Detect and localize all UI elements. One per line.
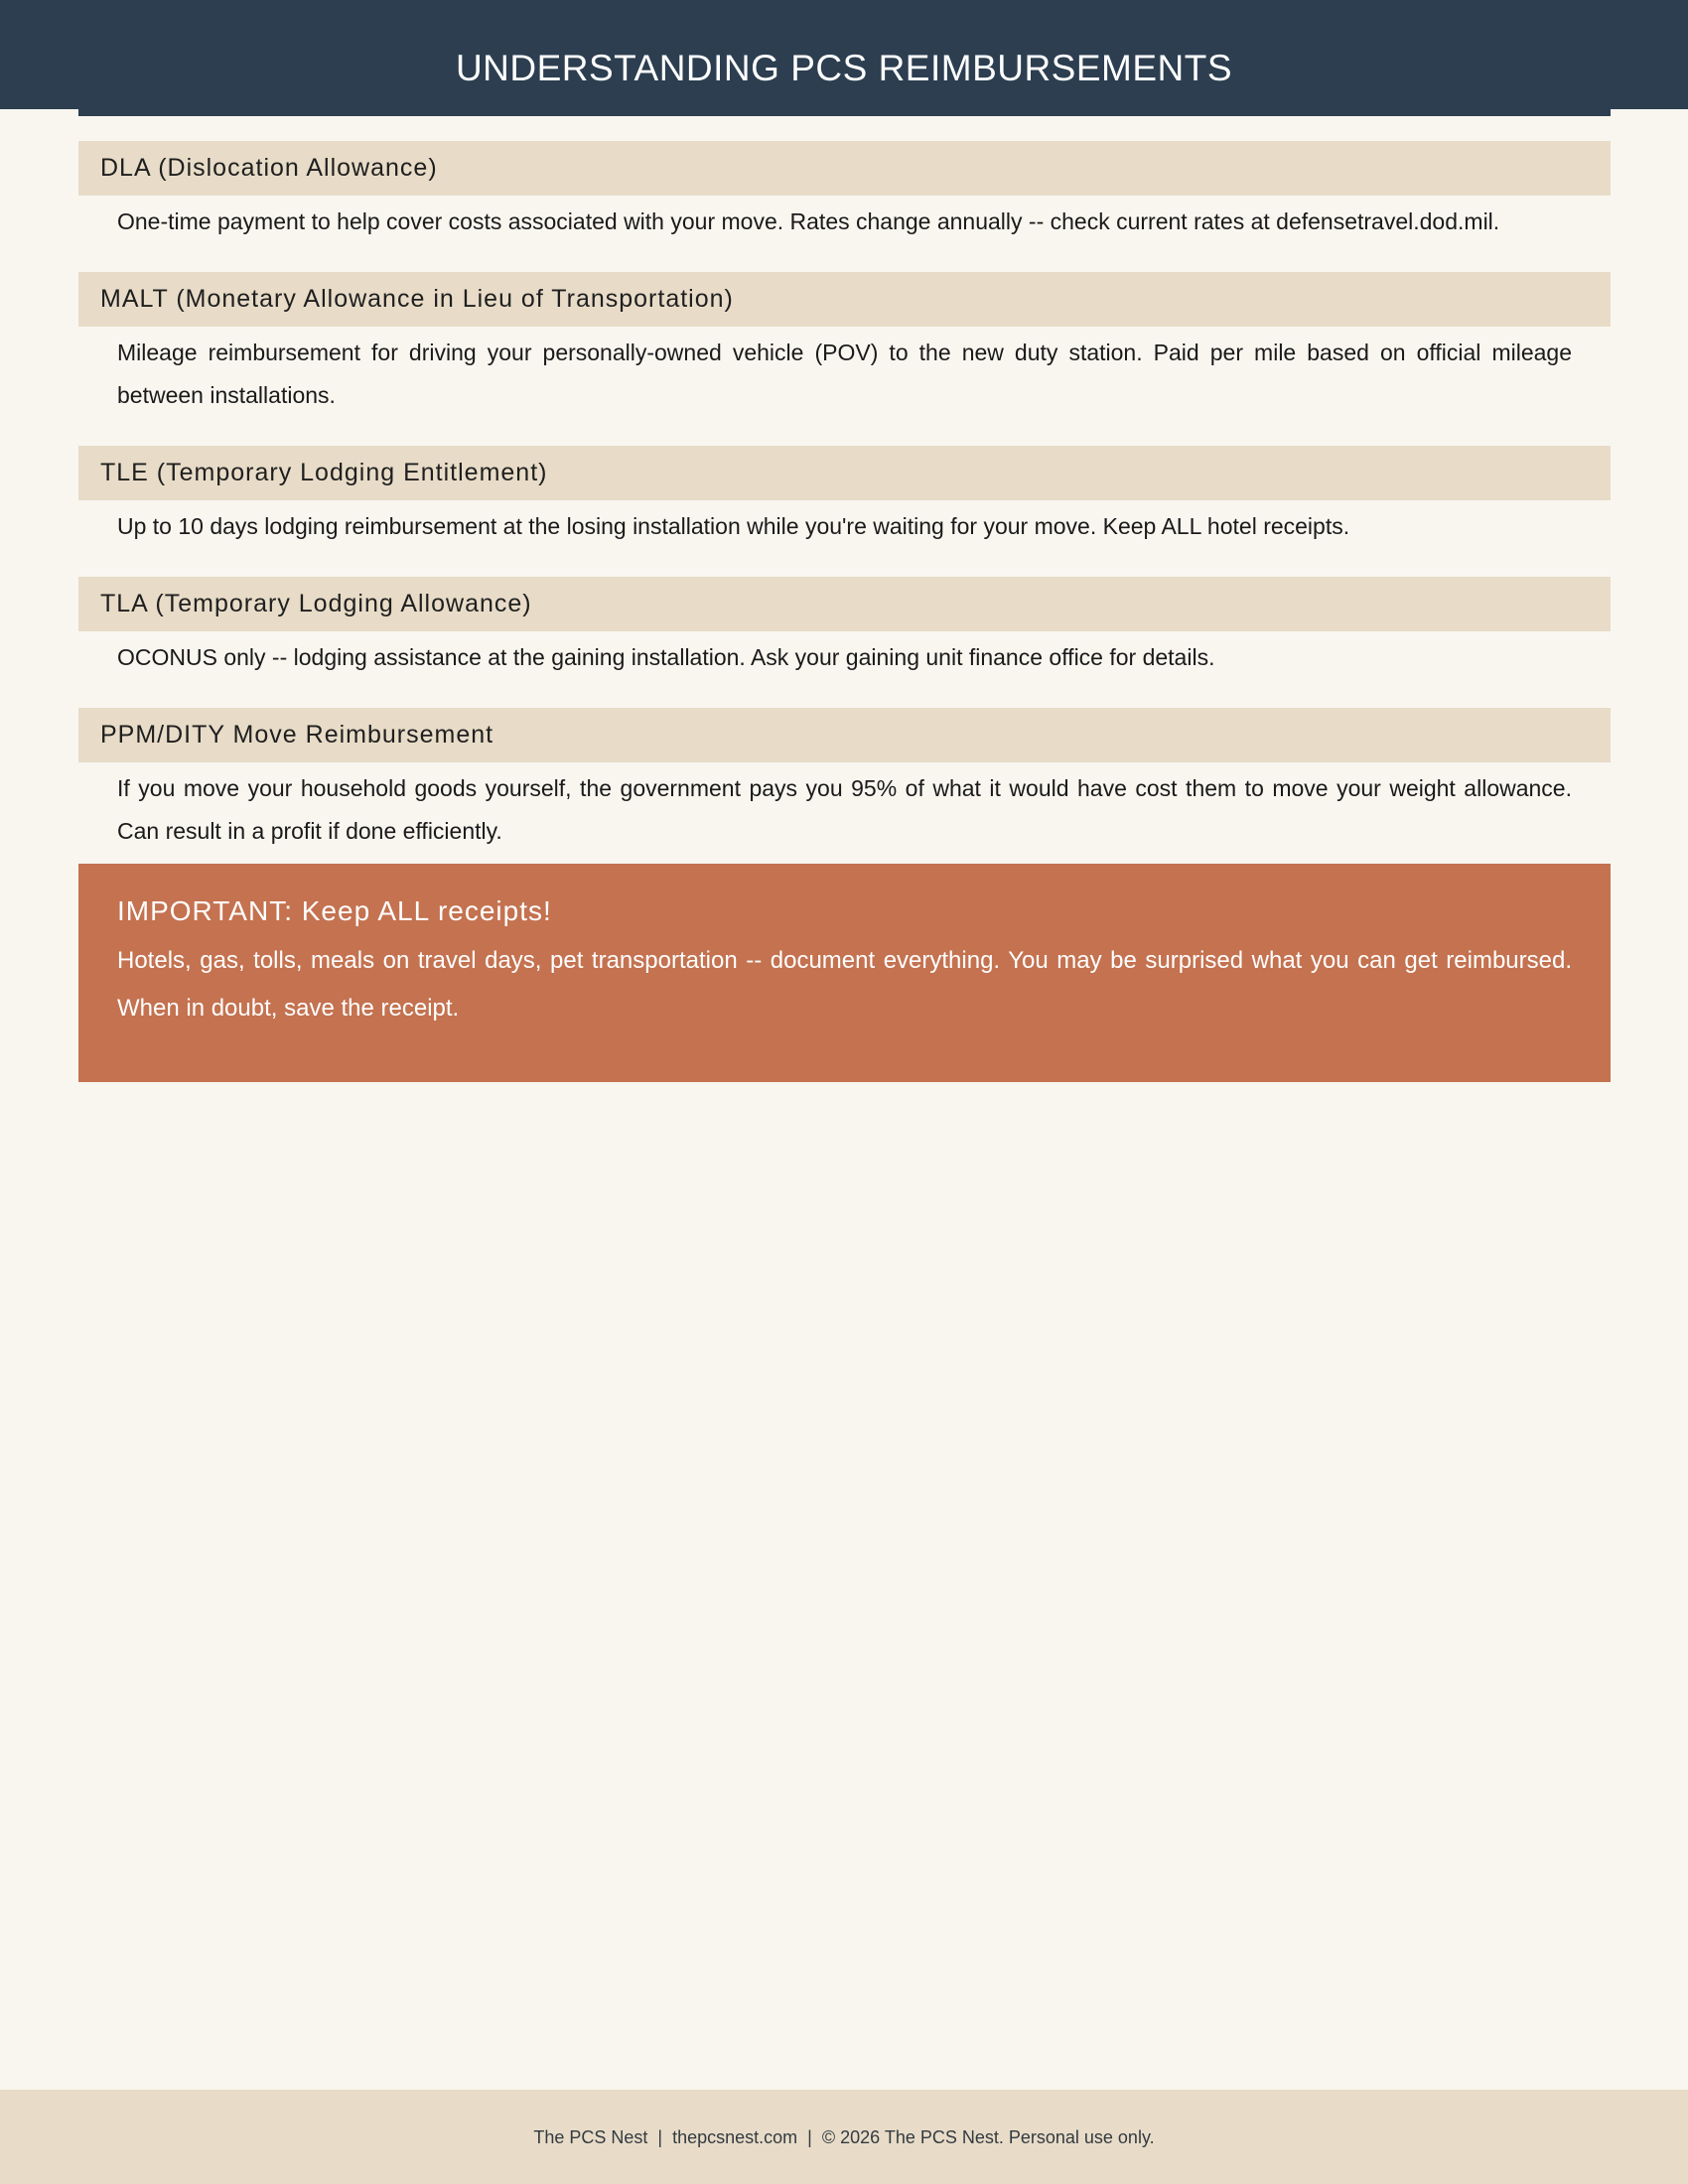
section-description: Mileage reimbursement for driving your personally-owned vehicle (POV) to the new duty station. Paid per mile based on official mileage between installations. [117, 340, 1572, 408]
page-header [0, 0, 1688, 109]
section-heading: DLA (Dislocation Allowance) [78, 141, 1611, 196]
section-malt [78, 272, 1611, 417]
section-tle [78, 446, 1611, 548]
footer-text: The PCS Nest | thepcsnest.com | © 2026 The PCS Nest. Personal use only. [533, 2127, 1155, 2147]
section-tla [78, 577, 1611, 679]
section-description: One-time payment to help cover costs associated with your move. Rates change annually -- check current rates at defensetravel.dod.mil. [117, 208, 1500, 234]
important-callout [78, 864, 1611, 1082]
reimbursement-sections [78, 141, 1611, 882]
section-dla [78, 141, 1611, 243]
section-heading: TLE (Temporary Lodging Entitlement) [78, 446, 1611, 500]
header-underline-bar [78, 107, 1611, 116]
page-footer [0, 2090, 1688, 2184]
callout-title: IMPORTANT: Keep ALL receipts! [117, 895, 552, 926]
section-ppm-dity [78, 708, 1611, 853]
section-description: OCONUS only -- lodging assistance at the gaining installation. Ask your gaining unit finance office for details. [117, 644, 1215, 670]
callout-body: Hotels, gas, tolls, meals on travel days, pet transportation -- document everything. You may be surprised what you can get reimbursed. When in doubt, save the receipt. [117, 947, 1572, 1022]
section-heading: TLA (Temporary Lodging Allowance) [78, 577, 1611, 631]
section-heading: PPM/DITY Move Reimbursement [78, 708, 1611, 762]
section-description: Up to 10 days lodging reimbursement at the losing installation while you're waiting for your move. Keep ALL hotel receipts. [117, 513, 1350, 539]
page-title: UNDERSTANDING PCS REIMBURSEMENTS [455, 48, 1233, 88]
section-heading: MALT (Monetary Allowance in Lieu of Transportation) [78, 272, 1611, 327]
section-description: If you move your household goods yourself, the government pays you 95% of what it would have cost them to move your weight allowance. Can result in a profit if done efficiently. [117, 775, 1572, 844]
